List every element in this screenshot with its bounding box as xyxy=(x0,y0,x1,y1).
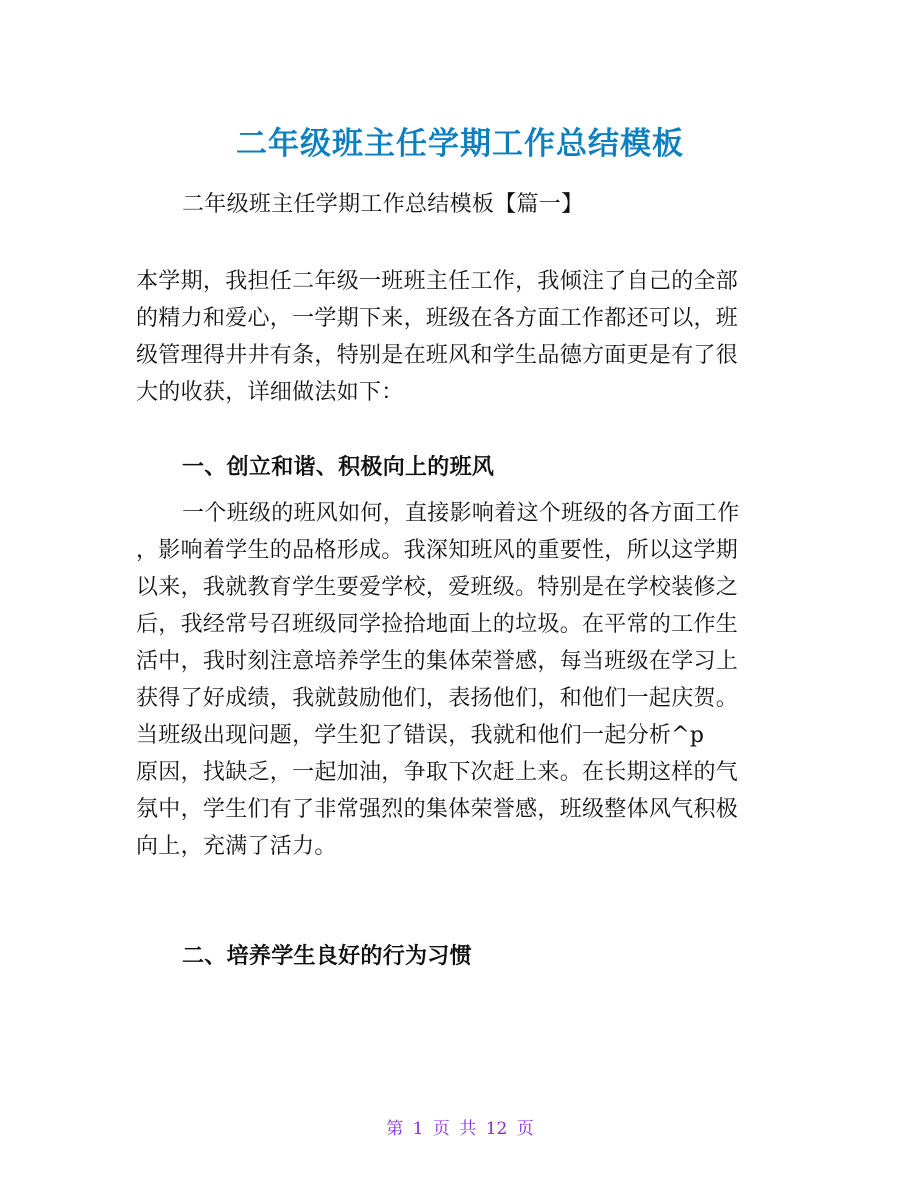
subheading: 一、创立和谐、积极向上的班风 xyxy=(182,454,495,480)
paragraph-line: 级管理得井井有条，特别是在班风和学生品德方面更是有了很 xyxy=(136,343,739,368)
paragraph-line: 当班级出现问题，学生犯了错误，我就和他们一起分析^p xyxy=(136,723,705,748)
document-title: 二年级班主任学期工作总结模板 xyxy=(236,126,684,162)
paragraph-line: ，影响着学生的品格形成。我深知班风的重要性，所以这学期 xyxy=(136,538,739,563)
paragraph-line: 的精力和爱心，一学期下来，班级在各方面工作都还可以，班 xyxy=(136,306,739,331)
paragraph-line: 后，我经常号召班级同学捡拾地面上的垃圾。在平常的工作生 xyxy=(136,612,739,637)
paragraph-line: 获得了好成绩，我就鼓励他们，表扬他们，和他们一起庆贺。 xyxy=(136,686,739,711)
paragraph-line: 以来，我就教育学生要爱学校，爱班级。特别是在学校装修之 xyxy=(136,575,739,600)
paragraph-line: 原因，找缺乏，一起加油，争取下次赶上来。在长期这样的气 xyxy=(136,760,739,785)
paragraph-line: 本学期，我担任二年级一班班主任工作，我倾注了自己的全部 xyxy=(136,269,739,294)
paragraph-line: 氛中，学生们有了非常强烈的集体荣誉感，班级整体风气积极 xyxy=(136,797,739,822)
subheading: 二、培养学生良好的行为习惯 xyxy=(182,943,472,969)
paragraph-line: 一个班级的班风如何，直接影响着这个班级的各方面工作 xyxy=(182,501,740,526)
page-footer: 第 1 页 共 12 页 xyxy=(386,1119,534,1139)
section-heading: 二年级班主任学期工作总结模板【篇一】 xyxy=(182,192,584,217)
paragraph-line: 大的收获，详细做法如下： xyxy=(136,380,404,405)
paragraph-line: 活中，我时刻注意培养学生的集体荣誉感，每当班级在学习上 xyxy=(136,649,739,674)
paragraph-line: 向上，充满了活力。 xyxy=(136,834,337,859)
